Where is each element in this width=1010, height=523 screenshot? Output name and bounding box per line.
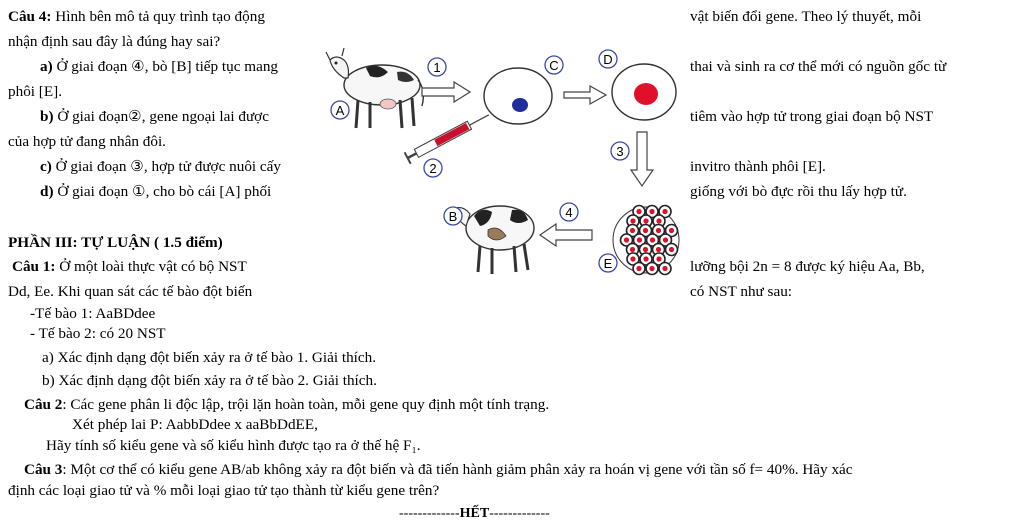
statement-c-line1 bbox=[40, 158, 281, 176]
blastomere-nucleus bbox=[637, 237, 642, 242]
blastomere-nucleus bbox=[643, 218, 648, 223]
label-b-text: B bbox=[448, 209, 458, 224]
arrow-right-1-icon bbox=[422, 82, 470, 102]
end-dashes-left: ------------- bbox=[399, 506, 460, 521]
q2-ask: Hãy tính số kiểu gene và số kiểu hình được tạo ra ở thế hệ F₁. bbox=[46, 437, 421, 454]
statement-a-label: a) bbox=[40, 58, 53, 75]
statement-c-line2: invitro thành phôi [E]. bbox=[690, 158, 826, 175]
q4-text: Hình bên mô tả quy trình tạo động bbox=[51, 8, 265, 25]
statement-c-text: Ở giai đoạn ③, hợp tử được nuôi cấy bbox=[51, 158, 282, 175]
part3-heading: PHẦN III: TỰ LUẬN ( 1.5 điểm) bbox=[8, 234, 223, 251]
syringe-icon bbox=[405, 109, 492, 164]
step-1-badge bbox=[428, 58, 446, 76]
statement-d-text: Ở giai đoạn ①, cho bò cái [A] phối bbox=[53, 183, 272, 200]
blastomere-nucleus bbox=[630, 218, 635, 223]
blastomere-nucleus bbox=[630, 228, 635, 233]
blastomere-nucleus bbox=[650, 237, 655, 242]
step-3-text: 3 bbox=[616, 144, 624, 159]
q2-label: Câu 2 bbox=[24, 396, 63, 413]
blastomere-nucleus bbox=[662, 266, 667, 271]
blastomere-nucleus bbox=[624, 237, 629, 242]
statement-a-line2: thai và sinh ra cơ thể mới có nguồn gốc từ bbox=[690, 58, 947, 75]
end-dashes-right: ------------- bbox=[489, 506, 550, 521]
arrow-down-icon bbox=[631, 132, 653, 186]
step-4-text: 4 bbox=[565, 205, 573, 220]
blastomere-nucleus bbox=[662, 209, 667, 214]
q2-cross: Xét phép lai P: AabbDdee x aaBbDdEE, bbox=[72, 416, 318, 433]
q1-line2-right: có NST như sau: bbox=[690, 283, 793, 300]
blastomere-nucleus bbox=[656, 218, 661, 223]
label-b-badge bbox=[444, 207, 462, 225]
statement-a-line3: phôi [E]. bbox=[8, 83, 62, 100]
statement-b-label: b) bbox=[40, 108, 54, 125]
cell-1-text: -Tế bào 1: AaBDdee bbox=[30, 305, 156, 322]
statement-d-line1 bbox=[40, 183, 271, 201]
q2-line bbox=[24, 396, 549, 414]
statement-d-line2: giống với bò đực rồi thu lấy hợp tử. bbox=[690, 183, 907, 200]
q4-label: Câu 4: bbox=[8, 8, 52, 25]
q3-text: : Một cơ thể có kiểu gene AB/ab không xảy ra đột biến và đã tiến hành giảm phân xảy ra hoán vị gene với tần số f= 40%. Hãy xác bbox=[62, 461, 853, 478]
q1-line1-left bbox=[12, 258, 247, 276]
label-a-text: A bbox=[335, 103, 345, 118]
q3-line2: định các loại giao tử và % mỗi loại giao tử tạo thành từ kiểu gene trên? bbox=[8, 482, 440, 499]
arrow-left-icon bbox=[540, 224, 592, 246]
blastomere-nucleus bbox=[630, 256, 635, 261]
cell-2-text: - Tế bào 2: có 20 NST bbox=[30, 325, 166, 342]
statement-b-line2: tiêm vào hợp tử trong giai đoạn bộ NST bbox=[690, 108, 934, 125]
end-word: HẾT bbox=[459, 506, 490, 521]
blastomere-nucleus bbox=[643, 256, 648, 261]
statement-a-text: Ở giai đoạn ④, bò [B] tiếp tục mang bbox=[52, 58, 279, 75]
blastomere-nucleus bbox=[643, 247, 648, 252]
end-marker bbox=[399, 505, 550, 523]
blastomere-nucleus bbox=[669, 228, 674, 233]
q1-part-a: a) Xác định dạng đột biến xảy ra ở tế bào 1. Giải thích. bbox=[42, 349, 377, 366]
blastomere-nucleus bbox=[649, 209, 654, 214]
statement-a-line1 bbox=[40, 58, 278, 76]
q4-line1-right: vật biến đổi gene. Theo lý thuyết, mỗi bbox=[690, 8, 922, 25]
label-d-badge bbox=[599, 50, 617, 68]
cow-b-illustration bbox=[456, 206, 534, 274]
q1-line1-right: lưỡng bội 2n = 8 được ký hiệu Aa, Bb, bbox=[690, 258, 925, 275]
q3-line1 bbox=[24, 461, 853, 479]
q3-label: Câu 3 bbox=[24, 461, 63, 478]
cell-d-injected-zygote bbox=[612, 64, 676, 120]
label-d-text: D bbox=[603, 52, 613, 67]
label-c-text: C bbox=[549, 58, 559, 73]
step-1-text: 1 bbox=[433, 60, 441, 75]
step-2-badge bbox=[424, 159, 442, 177]
statement-c-label: c) bbox=[40, 158, 52, 175]
q1-label: Câu 1: bbox=[12, 258, 56, 275]
q1-text: Ở một loài thực vật có bộ NST bbox=[55, 258, 247, 275]
arrow-right-2-icon bbox=[564, 86, 606, 104]
blastomere-nucleus bbox=[663, 237, 668, 242]
q4-line2: nhận định sau đây là đúng hay sai? bbox=[8, 33, 221, 50]
blastomere-nucleus bbox=[636, 266, 641, 271]
blastomere-nucleus bbox=[656, 256, 661, 261]
blastomere-nucleus bbox=[669, 247, 674, 252]
statement-b-line1 bbox=[40, 108, 269, 126]
step-2-text: 2 bbox=[429, 161, 437, 176]
label-e-badge bbox=[599, 254, 617, 272]
label-a-badge bbox=[331, 101, 349, 119]
blastomere-nucleus bbox=[656, 228, 661, 233]
step-4-badge bbox=[560, 203, 578, 221]
blastomere-nucleus bbox=[649, 266, 654, 271]
statement-b-line3: của hợp tử đang nhân đôi. bbox=[8, 133, 166, 150]
blastomere-nucleus bbox=[656, 247, 661, 252]
blastomere-nucleus bbox=[636, 209, 641, 214]
statement-d-label: d) bbox=[40, 183, 54, 200]
q1-line2-left: Dd, Ee. Khi quan sát các tế bào đột biến bbox=[8, 283, 253, 300]
embryo-e-morula bbox=[613, 206, 679, 275]
q2-text: : Các gene phân li độc lập, trội lặn hoàn toàn, mỗi gene quy định một tính trạng. bbox=[62, 396, 550, 413]
statement-b-text: Ở giai đoạn②, gene ngoại lai được bbox=[53, 108, 269, 125]
q1-part-b: b) Xác định dạng đột biến xảy ra ở tế bào 2. Giải thích. bbox=[42, 372, 377, 389]
step-3-badge bbox=[611, 142, 629, 160]
blastomere-nucleus bbox=[630, 247, 635, 252]
cell-c-zygote bbox=[484, 68, 552, 124]
transgenic-process-diagram bbox=[322, 30, 692, 280]
blastomere-nucleus bbox=[643, 228, 648, 233]
q4-line1-left bbox=[8, 8, 265, 26]
label-e-text: E bbox=[603, 256, 613, 271]
label-c-badge bbox=[545, 56, 563, 74]
